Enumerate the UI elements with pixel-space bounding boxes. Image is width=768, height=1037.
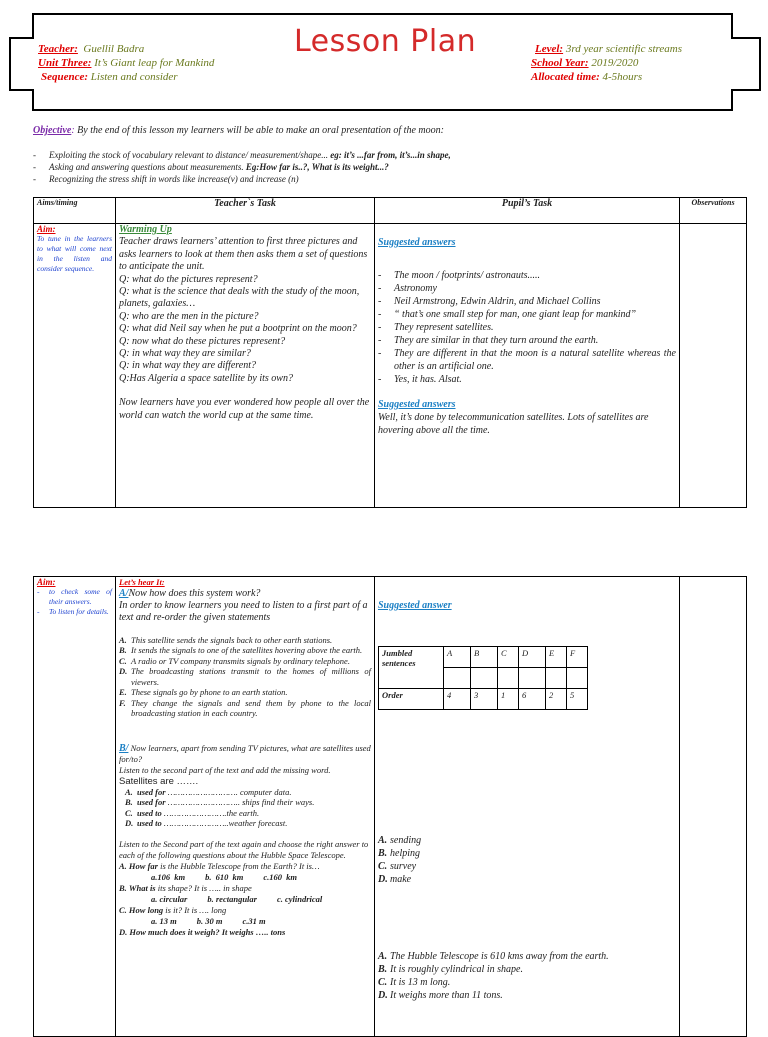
pupil-answer: - Neil Armstrong, Edwin Aldrin, and Michael Collins: [378, 295, 676, 308]
sequence-label: Sequence:: [41, 71, 89, 83]
teacher-line: Q:Has Algeria a space satellite by its own?: [119, 372, 293, 384]
jumble-letter: C: [498, 647, 519, 668]
part-b-instruction: Listen to the second part of the text and add the missing word.: [119, 764, 331, 775]
answer-item: A. The Hubble Telescope is 610 kms away from the earth.: [378, 951, 609, 962]
section-title: Let’s hear It:: [119, 577, 165, 587]
satellites-are: Satellites are …….: [119, 775, 199, 787]
teacher-line: Q: what did Neil say when he put a bootprint on the moon?: [119, 323, 357, 335]
teacher-line: Q: who are the men in the picture?: [119, 310, 259, 322]
teacher-task-cell: [116, 224, 375, 508]
jumble-letter: E: [546, 647, 567, 668]
goal-item: - Exploiting the stock of vocabulary relevant to distance/ measurement/shape... eg: it’s ...far from, it’s...in shape,: [33, 149, 451, 161]
teacher-line: Teacher draws learners’ attention to first three pictures and asks learners to look at them then asks them a set of questions to anticipate the unit.: [119, 236, 368, 273]
jumble-letter: B: [471, 647, 498, 668]
jumble-letter: D: [519, 647, 546, 668]
fill-item: B. used for ……………………….. ships find their ways.: [125, 797, 315, 808]
pupil-closing: Well, it’s done by telecommunication satellites. Lots of satellites are hovering above all the time.: [378, 412, 649, 436]
objective: [33, 125, 444, 136]
pupil-answer: - The moon / footprints/ astronauts.....: [378, 269, 676, 282]
header-right: [531, 42, 682, 84]
observations-cell-2: [680, 577, 747, 1037]
mcq-item: D. How much does it weigh? It weighs ….. tons: [119, 926, 286, 937]
pupil-task-cell-2: [375, 577, 680, 1037]
teacher-closing: Now learners have you ever wondered how people all over the world can watch the world cup at the same time.: [119, 397, 370, 421]
fill-item: D. used to ……………………..weather forecast.: [125, 818, 288, 829]
statement: F. They change the signals and send them by phone to the local broadcasting station in each country.: [119, 697, 371, 719]
statement: D. The broadcasting stations transmit to the homes of millions of viewers.: [119, 666, 371, 687]
aim-label: Aim:: [37, 224, 56, 234]
jumble-letter: A: [444, 647, 471, 668]
teacher-line: Q: in what way they are similar?: [119, 348, 251, 360]
mcq-item: B. What is its shape? It is ….. in shape: [119, 882, 252, 893]
part-a-label: A/: [119, 587, 129, 599]
fill-list: [119, 787, 371, 829]
part-b-answers: [378, 834, 676, 886]
level-value: 3rd year scientific streams: [565, 43, 683, 55]
part-b-label: B/: [119, 742, 129, 754]
pupil-answer: - Yes, it has. Alsat.: [378, 373, 676, 386]
objective-label: Objective: [33, 125, 72, 136]
aim-label-2: Aim:: [37, 577, 56, 587]
answer-item: B. helping: [378, 848, 420, 859]
mcq-item: C. How long is it? It is …. long: [119, 904, 227, 915]
part-c-instruction: Listen to the Second part of the text again and choose the right answer to each of the following questions about the Hubble Space Telescope.: [119, 838, 369, 860]
aims-list: [37, 587, 112, 617]
fill-item: C. used to …………………….the earth.: [125, 807, 260, 818]
unit-label: Unit Three:: [38, 57, 92, 69]
objective-colon: :: [71, 125, 75, 136]
lesson-table-2: [33, 576, 747, 1037]
statement: A. This satellite sends the signals back to other earth stations.: [119, 634, 333, 645]
order-value: 5: [567, 689, 588, 710]
part-a-question: Now how does this system work?: [128, 587, 261, 599]
header-aims: Aims/timing: [34, 198, 116, 224]
pupil-answer: - They are different in that the moon is a natural satellite whereas the other is an artificial one.: [378, 347, 676, 373]
sequence-value: Listen and consider: [90, 71, 178, 83]
mcq-item: A. How far is the Hubble Telescope from the Earth? It is…: [119, 860, 320, 871]
teacher-line: Q: now what do these pictures represent?: [119, 335, 286, 347]
order-value: 1: [498, 689, 519, 710]
order-value: 4: [444, 689, 471, 710]
suggested-answer-label: Suggested answer: [378, 600, 452, 611]
aim-item: - To listen for details.: [37, 607, 112, 617]
pupil-task-cell: [375, 224, 680, 508]
unit-value: It’s Giant leap for Mankind: [94, 57, 215, 69]
statement: C. A radio or TV company transmits signals by ordinary telephone.: [119, 655, 350, 666]
part-c-answers: [378, 950, 676, 1002]
header-teacher-task: Teacher`s Task: [116, 198, 375, 224]
goal-item: - Recognizing the stress shift in words like increase(v) and increase (n): [33, 173, 451, 185]
answer-item: C. survey: [378, 861, 417, 872]
level-label: Level:: [535, 43, 564, 55]
part-b-question: Now learners, apart from sending TV pictures, what are satellites used for/to?: [119, 742, 371, 764]
goals-list: [33, 149, 451, 185]
answer-item: D. make: [378, 874, 412, 885]
pupil-answer: - They are similar in that they turn around the earth.: [378, 334, 676, 347]
order-header: Order: [379, 689, 444, 710]
jumble-letter: F: [567, 647, 588, 668]
school-year-label: School Year:: [531, 57, 589, 69]
goal-item: - Asking and answering questions about measurements. Eg:How far is..?, What is its weight...?: [33, 161, 451, 173]
pupil-answer: - They represent satellites.: [378, 321, 676, 334]
school-year-value: 2019/2020: [591, 57, 639, 69]
teacher-value: Guellil Badra: [83, 43, 145, 55]
statement: B. It sends the signals to one of the satellites hovering above the earth.: [119, 645, 363, 656]
allocated-time-value: 4-5hours: [602, 71, 643, 83]
teacher-label: Teacher:: [38, 43, 78, 55]
teacher-task-cell-2: Let’s hear It: A/Now how does this system work? In order to know learners you need to listen to a first part of a text and re-order the given statements A. This satellite sends the signals back to other earth stations. B. It sends the signals to one of the satellites hovering above the earth. C. A radio or TV company transmits signals by ordinary telephone. D. The broadcasting stations transmit to the homes of millions of viewers. E. These signals go by phone to an earth station. F. They change the signals and send them by phone to the local broadcasting station in each country. B/ Now learners, apart from sending TV pictures, what are satellites used for/to? Listen to the second part of the text and add the missing word. Satellites are ……. A. used for ………………………. computer data. B. used for ……………………….. ships find their ways. C. used to …………………….the earth. D. used to ……………………..weather forecast. Listen to the Second part of the text again and choose the right answer to each of the following questions about the Hubble Space Telescope. A. How far is the Hubble Telescope from the Earth? It is… a.106 km b. 610 km c.160 km B. What is its shape? It is ….. in shape a. circular b. rectangular c. cylindrical C. How long is it? It is …. long a. 13 m b. 30 m c.31 m D. How much does it weigh? It weighs ….. tons: [116, 577, 375, 1037]
suggested-answers-label-2: Suggested answers: [378, 399, 456, 410]
jumble-table: [378, 646, 588, 710]
suggested-answers-label: Suggested answers: [378, 237, 456, 248]
observations-cell: [680, 224, 747, 508]
header-observations: Observations: [680, 198, 747, 224]
answer-item: C. It is 13 m long.: [378, 977, 451, 988]
answer-item: A. sending: [378, 835, 422, 846]
aim-text: To tune in the learners to what will come next in the listen and consider sequence.: [37, 234, 112, 273]
header-pupil-task: Pupil’s Task: [375, 198, 680, 224]
order-value: 2: [546, 689, 567, 710]
warmup-title: Warming Up: [119, 224, 172, 235]
page-title: Lesson Plan: [294, 24, 477, 59]
lesson-table-1: [33, 197, 747, 508]
teacher-line: Q: what do the pictures represent?: [119, 273, 258, 285]
order-value: 6: [519, 689, 546, 710]
statement: E. These signals go by phone to an earth station.: [119, 687, 288, 698]
header-left: [38, 42, 214, 84]
teacher-line: Q: in what way they are different?: [119, 360, 257, 372]
jumble-header: Jumbled sentences: [379, 647, 444, 689]
aim-cell: [34, 224, 116, 508]
order-value: 3: [471, 689, 498, 710]
answer-item: B. It is roughly cylindrical in shape.: [378, 964, 523, 975]
part-a-instruction: In order to know learners you need to listen to a first part of a text and re-order the given statements: [119, 599, 368, 624]
objective-text: By the end of this lesson my learners will be able to make an oral presentation of the moon:: [77, 125, 444, 136]
aim-cell-2: [34, 577, 116, 1037]
allocated-time-label: Allocated time:: [531, 71, 600, 83]
fill-item: A. used for ………………………. computer data.: [125, 786, 292, 797]
teacher-line: Q: what is the science that deals with the study of the moon, planets, galaxies…: [119, 286, 360, 310]
pupil-answer: - Astronomy: [378, 282, 676, 295]
statements-list: [119, 635, 371, 719]
answer-item: D. It weighs more than 11 tons.: [378, 990, 503, 1001]
pupil-answers-list: [378, 269, 676, 386]
aim-item: - to check some of their answers.: [37, 587, 112, 607]
pupil-answer: - “ that’s one small step for man, one giant leap for mankind”: [378, 308, 676, 321]
